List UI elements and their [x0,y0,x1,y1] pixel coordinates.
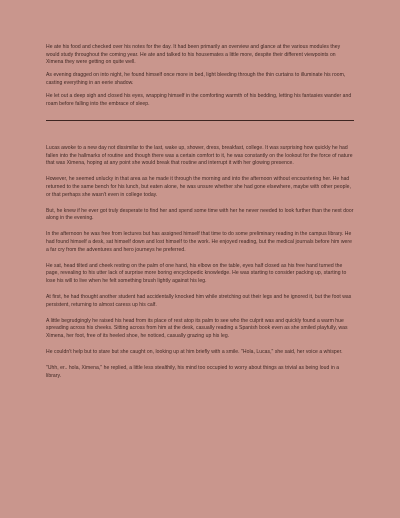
section-one [46,44,354,108]
paragraph: But, he knew if he ever got truly desperate to find her and spend some time with her he never needed to look further than the next door along in the evening. [46,207,354,222]
paragraph: As evening dragged on into night, he found himself once more in bed, light bleeding through the thin curtains to illuminate his room, casting everything in an eerie shadow. [46,72,346,86]
section-divider [46,120,354,121]
paragraph: A little begrudgingly he raised his head from its place of rest atop its palm to see who the culprit was and quickly found a warm hue spreading across his cheeks. Sitting across from him at the desk, casually reading a Spanish book even as she smiled playfully, was Ximena, her foot, free of its heeled shoe, he noticed, casually grazing up his leg. [46,317,348,339]
paragraph: In the afternoon he was free from lectures but has assigned himself that time to do some preliminary reading in the campus library. He had found himself a desk, sat himself down and lost himself to the work. He enjoyed reading, but the medical journals before him were a far cry from the adventures and hero journeys he preferred. [46,231,352,253]
section-two [46,145,354,380]
paragraph: At first, he had thought another student had accidentally knocked him while stretching out their legs and he ignored it, but the foot was persistent, returning to almost caress up his calf. [46,293,352,308]
paragraph: Lucas awoke to a new day not dissimilar to the last, wake up, shower, dress, breakfast, college. It was surprising how quickly he had fallen into the hallmarks of routine and though there was a certain comfort to it, he was constantly on the lookout for the force of nature that was Ximena, hoping at any point she would break that routine and interrupt it with her glowing presence. [46,145,353,167]
paragraph: "Uhh, er.. hola, Ximena," he replied, a little less stealthily, his mind too occupied to worry about things as trivial as being loud in a library. [46,365,340,379]
paragraph: He sat, head tilted and cheek resting on the palm of one hand, his elbow on the table, eyes half closed as his free hand turned the page, revealing to his utter lack of surprise more boring encyclopedic knowledge. He was starting to consider packing up, starting to lose his will to live when he felt something brush lightly against his leg. [46,262,347,284]
paragraph: He let out a deep sigh and closed his eyes, wrapping himself in the comforting warmth of his bedding, letting his fantasies wander and roam before falling into the embrace of sleep. [46,92,352,107]
paragraph: He ate his food and checked over his notes for the day. It had been primarily an overview and glance at the various modules they would study throughout the coming year. He ate and talked to his housemates a little more, despite their different viewpoints on Ximena they were getting on quite well. [46,44,341,66]
paragraph: However, he seemed unlucky in that area as he made it through the morning and into the afternoon without encountering her. He had returned to the same bench for his lunch, but eaten alone, he was unsure whether she had gone elsewhere, maybe with other people, or that perhaps she wasn't even in college today. [46,176,351,198]
paragraph: He couldn't help but to stare but she caught on, looking up at him briefly with a smile. "Hola, Lucas," she said, her voice a whisper. [46,348,343,355]
